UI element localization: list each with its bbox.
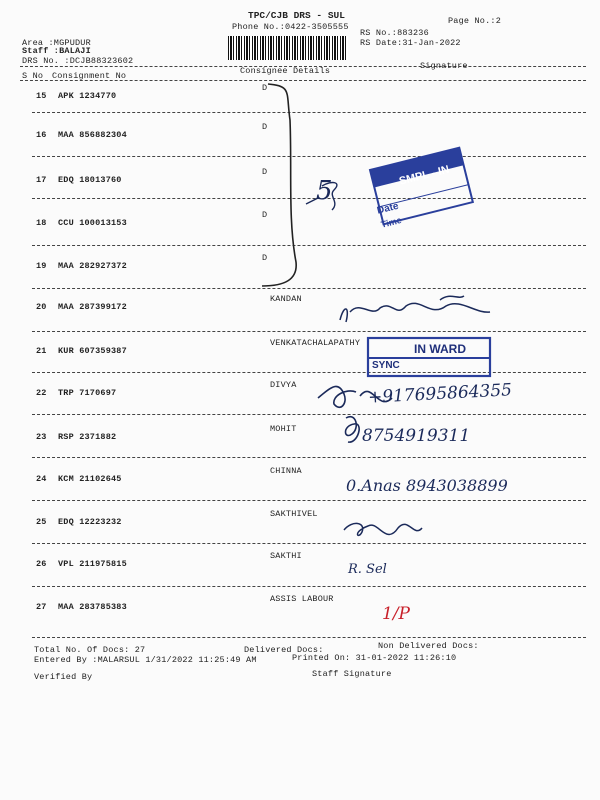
rs-date: RS Date:31-Jan-2022 (360, 38, 461, 48)
smpl-stamp-time: Time (380, 214, 403, 230)
signature-sakthivel (344, 523, 422, 535)
report-title: TPC/CJB DRS - SUL (248, 10, 345, 21)
row-sno: 15 (36, 91, 47, 101)
handwritten-note-26: R. Sel (348, 562, 387, 577)
row-consignee: SAKTHIVEL (270, 509, 318, 519)
row-consignee: CHINNA (270, 466, 302, 476)
row-consignee: D (262, 253, 268, 263)
row-consignee: D (262, 167, 268, 177)
bracket-stroke (262, 84, 296, 286)
row-sno: 27 (36, 602, 47, 612)
delivered-docs: Delivered Docs: (244, 645, 324, 655)
signature-mohit (346, 417, 360, 442)
rs-number: RS No.:883236 (360, 28, 429, 38)
staff-signature: Staff Signature (312, 669, 392, 679)
col-consignment: Consignment No (52, 71, 127, 81)
page-number: Page No.:2 (448, 16, 502, 26)
row-consignee: SAKTHI (270, 551, 302, 561)
staff-label: Staff :BALAJI (22, 46, 91, 56)
row-consignment: MAA 287399172 (58, 302, 127, 312)
drs-number: DRS No. :DCJB88323602 (22, 56, 134, 66)
col-consignee: Consignee Details (240, 66, 331, 76)
handwritten-mark: 5 (316, 176, 333, 206)
phone-number: Phone No.:0422-3505555 (232, 22, 349, 32)
row-consignee: D (262, 122, 268, 132)
row-consignment: TRP 7170697 (58, 388, 117, 398)
total-docs: Total No. Of Docs: 27 (34, 645, 146, 655)
printed-on: Printed On: 31-01-2022 11:26:10 (292, 653, 457, 663)
col-sno: S No (22, 71, 44, 81)
row-consignee: VENKATACHALAPATHY (270, 338, 361, 348)
row-sno: 22 (36, 388, 47, 398)
handwritten-phone-2: 8754919311 (362, 426, 471, 446)
row-sno: 23 (36, 432, 47, 442)
handwritten-note-27: 1/P (382, 604, 410, 624)
inward-stamp-title: IN WARD (414, 342, 466, 356)
row-sno: 18 (36, 218, 47, 228)
row-consignee: D (262, 210, 268, 220)
row-consignment: KCM 21102645 (58, 474, 122, 484)
row-consignee: ASSIS LABOUR (270, 594, 334, 604)
row-consignee: KANDAN (270, 294, 302, 304)
row-consignee: D (262, 83, 268, 93)
row-sno: 25 (36, 517, 47, 527)
signature-kandan (340, 296, 490, 322)
row-sno: 26 (36, 559, 47, 569)
row-consignment: EDQ 12223232 (58, 517, 122, 527)
row-consignment: KUR 607359387 (58, 346, 127, 356)
row-consignment: APK 1234770 (58, 91, 117, 101)
inward-stamp-sub: SYNC (372, 360, 400, 371)
row-consignment: MAA 856882304 (58, 130, 127, 140)
row-sno: 21 (36, 346, 47, 356)
smpl-stamp-date: Date (376, 200, 400, 217)
non-delivered-docs: Non Delivered Docs: (378, 641, 479, 651)
row-consignment: EDQ 18013760 (58, 175, 122, 185)
area-label: Area :MGPUDUR (22, 38, 91, 48)
row-consignment: CCU 100013153 (58, 218, 127, 228)
entered-by: Entered By :MALARSUL 1/31/2022 11:25:49 AM (34, 655, 257, 665)
row-consignment: VPL 211975815 (58, 559, 127, 569)
row-consignment: RSP 2371882 (58, 432, 117, 442)
col-signature: Signature (420, 61, 468, 71)
row-consignee: DIVYA (270, 380, 297, 390)
row-sno: 16 (36, 130, 47, 140)
row-consignee: MOHIT (270, 424, 297, 434)
row-sno: 17 (36, 175, 47, 185)
row-consignment: MAA 282927372 (58, 261, 127, 271)
smpl-stamp-title: SMPL - IN (398, 163, 451, 188)
handwritten-note-24: 0.Anas 8943038899 (346, 476, 508, 495)
row-sno: 24 (36, 474, 47, 484)
verified-by: Verified By (34, 672, 93, 682)
row-sno: 19 (36, 261, 47, 271)
handwritten-phone-1: +917695864355 (367, 380, 513, 408)
row-sno: 20 (36, 302, 47, 312)
row-consignment: MAA 283785383 (58, 602, 127, 612)
